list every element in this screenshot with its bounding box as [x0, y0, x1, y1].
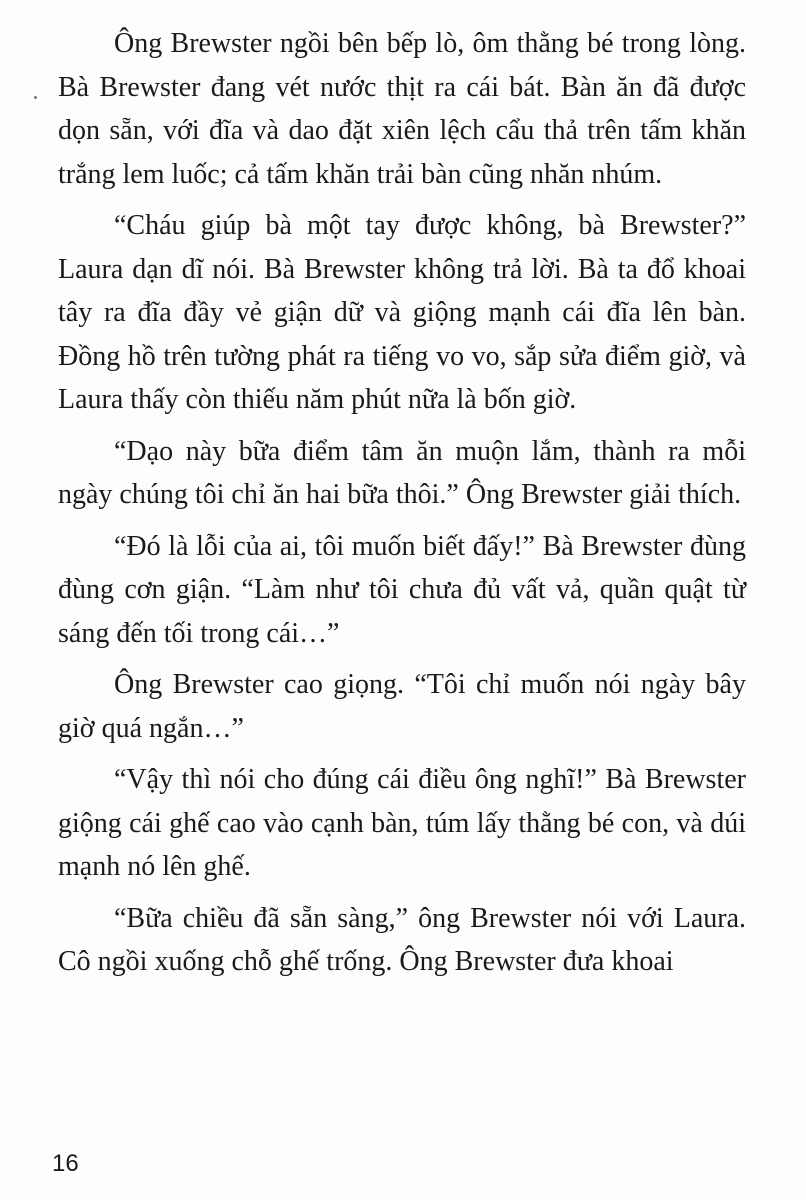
paragraph-3: “Dạo này bữa điểm tâm ăn muộn lắm, thành ra mỗi ngày chúng tôi chỉ ăn hai bữa thôi.” Ông Brewster giải thích. [58, 435, 746, 510]
paragraph-7: “Bữa chiều đã sẵn sàng,” ông Brewster nói với Laura. Cô ngồi xuống chỗ ghế trống. Ông Brewster đưa khoai [58, 902, 746, 977]
margin-speck [34, 96, 37, 99]
paragraph-5: Ông Brewster cao giọng. “Tôi chỉ muốn nói ngày bây giờ quá ngắn…” [58, 669, 746, 744]
page-number: 16 [52, 1150, 79, 1177]
body-text [58, 22, 746, 992]
paragraph-1: Ông Brewster ngồi bên bếp lò, ôm thằng bé trong lòng. Bà Brewster đang vét nước thịt ra cái bát. Bàn ăn đã được dọn sẵn, với đĩa và dao đặt xiên lệch cẩu thả trên tấm khăn trắng lem luốc; cả tấm khăn trải bàn cũng nhăn nhúm. [58, 28, 746, 190]
paragraph-4: “Đó là lỗi của ai, tôi muốn biết đấy!” Bà Brewster đùng đùng cơn giận. “Làm như tôi chưa đủ vất vả, quần quật từ sáng đến tối trong cái…” [58, 530, 746, 649]
paragraph-2: “Cháu giúp bà một tay được không, bà Brewster?” Laura dạn dĩ nói. Bà Brewster không trả lời. Bà ta đổ khoai tây ra đĩa đầy vẻ giận dữ và giộng mạnh cái đĩa lên bàn. Đồng hồ trên tường phát ra tiếng vo vo, sắp sửa điểm giờ, và Laura thấy còn thiếu năm phút nữa là bốn giờ. [58, 210, 746, 415]
paragraph-6: “Vậy thì nói cho đúng cái điều ông nghĩ!” Bà Brewster giộng cái ghế cao vào cạnh bàn, túm lấy thằng bé con, và dúi mạnh nó lên ghế. [58, 764, 746, 882]
